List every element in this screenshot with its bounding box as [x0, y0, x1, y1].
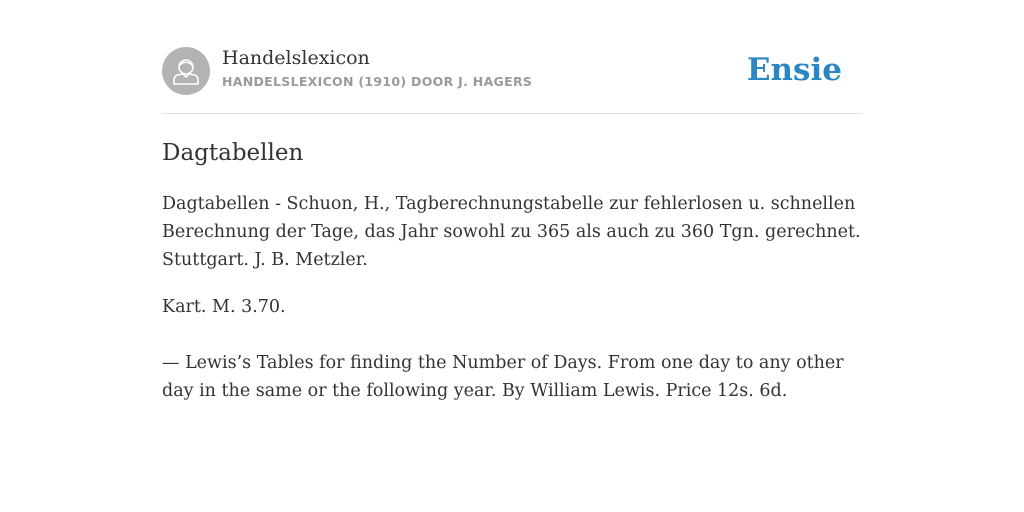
user-icon: [162, 47, 210, 95]
source-avatar[interactable]: [162, 47, 210, 95]
source-subtitle: HANDELSLEXICON (1910) DOOR J. HAGERS: [222, 74, 533, 89]
entry-term: Dagtabellen: [162, 140, 304, 166]
header-divider: [162, 113, 862, 114]
entry-header: [162, 46, 862, 96]
source-title[interactable]: Handelslexicon: [222, 47, 370, 69]
entry-paragraph: Kart. M. 3.70.: [162, 297, 286, 317]
ensie-logo[interactable]: Ensie: [746, 52, 842, 88]
entry-paragraph: Dagtabellen - Schuon, H., Tagberechnungstabelle zur fehlerlosen u. schnellen Berechnung der Tage, das Jahr sowohl zu 365 als auch zu 360 Tgn. gerechnet. Stuttgart. J. B. Metzler.: [162, 194, 861, 270]
entry-paragraph: — Lewis’s Tables for finding the Number of Days. From one day to any other day in the same or the following year. By William Lewis. Price 12s. 6d.: [162, 353, 844, 401]
